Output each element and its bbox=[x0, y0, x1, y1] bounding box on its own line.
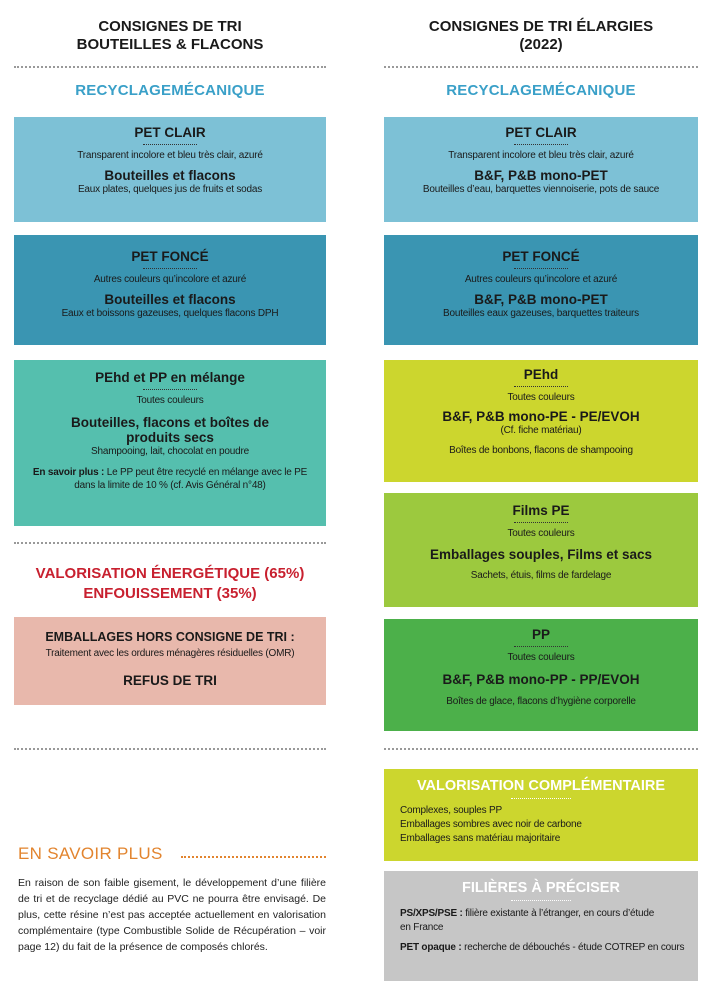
card-separator bbox=[514, 268, 568, 269]
card-title: EMBALLAGES HORS CONSIGNE DE TRI : bbox=[45, 630, 295, 644]
card-detail: Boîtes de glace, flacons d’hygiène corporelle bbox=[446, 696, 636, 707]
valorisation-line2: ENFOUISSEMENT (35%) bbox=[83, 585, 257, 602]
card-note bbox=[22, 466, 318, 492]
card-title: PP bbox=[531, 627, 550, 642]
card-title: PET FONCÉ bbox=[131, 249, 209, 264]
card-separator bbox=[514, 144, 568, 145]
valorisation-line1: VALORISATION ÉNERGÉTIQUE (65%) bbox=[35, 565, 305, 582]
card-separator bbox=[514, 386, 568, 387]
left-card-pet-clair bbox=[14, 117, 326, 222]
card-subtitle: Transparent incolore et bleu très clair, azuré bbox=[77, 150, 263, 161]
card-subtitle: Toutes couleurs bbox=[507, 652, 575, 663]
right-title-line2: (2022) bbox=[519, 36, 563, 53]
item-text: filière existante à l’étranger, en cours d’étude bbox=[462, 908, 655, 919]
note-text-line2: dans la limite de 10 % (cf. Avis Général n°48) bbox=[74, 480, 266, 491]
item-label: PS/XPS/PSE : bbox=[400, 908, 463, 919]
card-subtitle: Traitement avec les ordures ménagères résiduelles (OMR) bbox=[45, 648, 295, 659]
card-heading-line2: produits secs bbox=[126, 430, 214, 445]
card-detail: Eaux plates, quelques jus de fruits et sodas bbox=[77, 184, 263, 195]
card-title: PET CLAIR bbox=[505, 125, 577, 140]
card-detail-2: Boîtes de bonbons, flacons de shampooing bbox=[449, 445, 633, 456]
more-title: EN SAVOIR PLUS bbox=[18, 844, 163, 863]
card-detail: Bouteilles eaux gazeuses, barquettes traiteurs bbox=[443, 308, 639, 319]
list-item: Emballages sombres avec noir de carbone bbox=[400, 819, 582, 830]
right-card-pehd bbox=[384, 360, 698, 482]
card-heading: Bouteilles et flacons bbox=[104, 292, 236, 307]
item-text: recherche de débouchés - étude COTREP en cours bbox=[461, 942, 685, 953]
card-title: Films PE bbox=[512, 503, 570, 518]
card-title: PEhd bbox=[523, 367, 559, 382]
card-title: PET CLAIR bbox=[134, 125, 206, 140]
card-separator bbox=[511, 900, 571, 901]
card-separator bbox=[514, 646, 568, 647]
card-subtitle: Autres couleurs qu’incolore et azuré bbox=[93, 274, 247, 285]
list-item bbox=[400, 941, 688, 955]
card-heading: B&F, P&B mono-PP - PP/EVOH bbox=[442, 672, 640, 687]
left-title-line1: CONSIGNES DE TRI bbox=[98, 18, 242, 35]
list-item bbox=[400, 907, 688, 921]
divider bbox=[14, 66, 326, 68]
card-subtitle: Toutes couleurs bbox=[507, 528, 575, 539]
note-text: Le PP peut être recyclé en mélange avec le PE bbox=[104, 467, 308, 478]
list-item: Emballages sans matériau majoritaire bbox=[400, 833, 561, 844]
right-title-line1: CONSIGNES DE TRI ÉLARGIES bbox=[428, 18, 654, 35]
card-separator bbox=[143, 268, 197, 269]
left-column-title bbox=[14, 18, 326, 58]
left-column bbox=[14, 0, 326, 1002]
card-subtitle: Autres couleurs qu’incolore et azuré bbox=[464, 274, 618, 285]
card-heading: Emballages souples, Films et sacs bbox=[429, 547, 653, 562]
left-section-recyclage: RECYCLAGEMÉCANIQUE bbox=[75, 82, 265, 99]
card-detail: (Cf. fiche matériau) bbox=[500, 425, 582, 436]
right-card-pp bbox=[384, 619, 698, 731]
card-separator bbox=[514, 522, 568, 523]
note-label: En savoir plus : bbox=[32, 467, 105, 478]
card-heading: B&F, P&B mono-PET bbox=[474, 168, 608, 183]
left-valorisation-title bbox=[14, 564, 326, 604]
valorisation-list bbox=[394, 804, 688, 846]
right-column-title bbox=[384, 18, 698, 58]
card-heading-line1: Bouteilles, flacons et boîtes de bbox=[70, 415, 270, 430]
card-detail: Bouteilles d’eau, barquettes viennoiserie, pots de sauce bbox=[422, 184, 660, 195]
card-heading: Bouteilles et flacons bbox=[104, 168, 236, 183]
card-title: PET FONCÉ bbox=[502, 249, 580, 264]
card-title: PEhd et PP en mélange bbox=[95, 370, 245, 385]
more-title-line bbox=[181, 856, 326, 858]
card-heading bbox=[22, 415, 318, 445]
item-label: PET opaque : bbox=[400, 942, 462, 953]
right-card-pet-fonce bbox=[384, 235, 698, 345]
card-heading: REFUS DE TRI bbox=[123, 673, 217, 688]
list-item: Complexes, souples PP bbox=[400, 805, 502, 816]
right-card-valorisation-complementaire bbox=[384, 769, 698, 861]
card-detail: Sachets, étuis, films de fardelage bbox=[470, 570, 612, 581]
right-card-films bbox=[384, 493, 698, 607]
divider bbox=[14, 748, 326, 750]
card-subtitle: Transparent incolore et bleu très clair, azuré bbox=[448, 150, 634, 161]
card-separator bbox=[511, 798, 571, 799]
right-section-recyclage: RECYCLAGEMÉCANIQUE bbox=[446, 82, 636, 99]
more-header bbox=[18, 843, 326, 865]
left-card-pehd-pp bbox=[14, 360, 326, 526]
card-separator bbox=[143, 389, 197, 390]
right-column bbox=[384, 0, 698, 1002]
list-item-line2: en France bbox=[400, 922, 444, 933]
card-subtitle: Toutes couleurs bbox=[136, 395, 204, 406]
left-card-pet-fonce bbox=[14, 235, 326, 345]
card-title: FILIÈRES À PRÉCISER bbox=[462, 880, 620, 896]
card-subtitle: Toutes couleurs bbox=[507, 392, 575, 403]
right-card-filieres bbox=[384, 871, 698, 981]
card-detail: Shampooing, lait, chocolat en poudre bbox=[91, 446, 249, 457]
card-heading: B&F, P&B mono-PET bbox=[474, 292, 608, 307]
right-card-pet-clair bbox=[384, 117, 698, 222]
left-card-refus bbox=[14, 617, 326, 705]
card-title: VALORISATION COMPLÉMENTAIRE bbox=[416, 778, 666, 794]
divider bbox=[384, 66, 698, 68]
card-separator bbox=[143, 144, 197, 145]
card-detail: Eaux et boissons gazeuses, quelques flacons DPH bbox=[61, 308, 279, 319]
card-heading: B&F, P&B mono-PE - PE/EVOH bbox=[442, 409, 640, 424]
filieres-list bbox=[394, 907, 688, 955]
divider bbox=[384, 748, 698, 750]
more-text: En raison de son faible gisement, le développement d’une filière de tri et de recyclage dédié au PVC ne pourra être envisagé. De plus, cette résine n’est pas acceptée actuellement en valorisation complémentaire (type Combustible Solide de Récupération – voir page 12) du fait de la présence de composés chlorés. bbox=[18, 877, 326, 953]
divider bbox=[14, 542, 326, 544]
left-title-line2: BOUTEILLES & FLACONS bbox=[76, 36, 264, 53]
